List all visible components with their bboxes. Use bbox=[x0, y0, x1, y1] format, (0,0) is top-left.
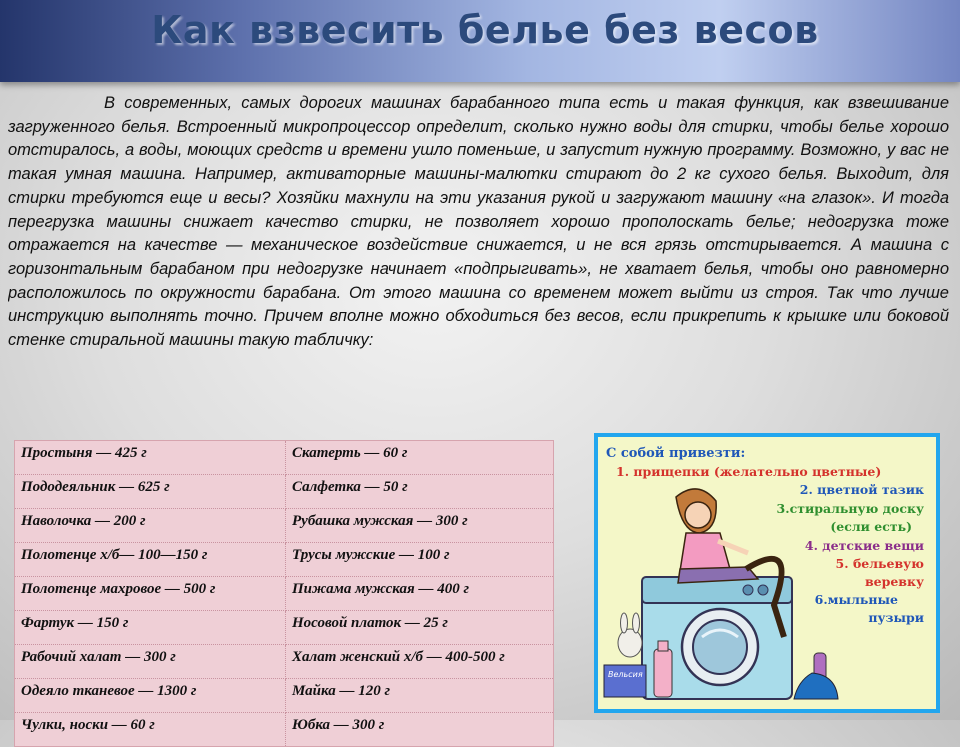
table-row bbox=[15, 543, 554, 577]
table-cell: Полотенце махровое — 500 г bbox=[15, 577, 286, 611]
checklist-item: пузыри bbox=[868, 610, 924, 625]
laundry-illustration bbox=[594, 433, 940, 713]
table-row bbox=[15, 611, 554, 645]
table-cell: Салфетка — 50 г bbox=[286, 475, 554, 509]
bunny-toy-drawing bbox=[618, 613, 642, 657]
table-cell: Скатерть — 60 г bbox=[286, 441, 554, 475]
table-cell: Простыня — 425 г bbox=[15, 441, 286, 475]
table-cell: Халат женский х/б — 400-500 г bbox=[286, 645, 554, 679]
table-cell: Юбка — 300 г bbox=[286, 713, 554, 747]
table-cell: Майка — 120 г bbox=[286, 679, 554, 713]
checklist-item: веревку bbox=[864, 574, 924, 589]
table-row bbox=[15, 441, 554, 475]
table-row bbox=[15, 577, 554, 611]
table-row bbox=[15, 475, 554, 509]
checklist-item: 6.мыльные bbox=[814, 592, 898, 607]
detergent-box-label: Вельсия bbox=[608, 670, 643, 679]
laundry-illustration-svg bbox=[598, 437, 936, 709]
table-cell: Носовой платок — 25 г bbox=[286, 611, 554, 645]
detergent-box-drawing bbox=[604, 665, 646, 697]
checklist-item: 2. цветной тазик bbox=[799, 482, 924, 497]
table-cell: Рубашка мужская — 300 г bbox=[286, 509, 554, 543]
checklist-heading: С собой привезти: bbox=[606, 446, 746, 461]
table-row bbox=[15, 713, 554, 747]
table-row bbox=[15, 645, 554, 679]
table-row bbox=[15, 509, 554, 543]
table-cell: Наволочка — 200 г bbox=[15, 509, 286, 543]
title-banner bbox=[0, 0, 960, 82]
table-cell: Пододеяльник — 625 г bbox=[15, 475, 286, 509]
body-paragraph: В современных, самых дорогих машинах барабанного типа есть и такая функция, как взвешивание загруженного белья. Встроенный микропроцессор определит, сколько нужно воды для стирки, чтобы белье хорошо отстиралось, а воды, моющих средств и времени ушло поменьше, и запустит нужную программу. Возможно, у вас не такая умная машина. Например, активаторные машины-малютки стирают до 2 кг сухого белья. Выходит, для стирки требуются еще и весы? Хозяйки махнули на эти указания рукой и загружают машину «на глазок». И тогда перегрузка машины снижает качество стирки, не позволяет хорошо прополоскать белье; недогрузка тоже отражается на качестве — механическое воздействие снижается, и не вся грязь отстирывается. А машина с горизонтальным барабаном при недогрузке начинает «подпрыгивать», не хватает белья, чтобы оно равномерно расположилось по окружности барабана. От этого машина со временем может выйти из строя. Так что лучше инструкцию выполнять точно. Причем вполне можно обходиться без весов, если прикрепить к крышке или боковой стенке стиральной машины такую табличку: bbox=[8, 94, 949, 350]
iron-drawing bbox=[794, 673, 838, 699]
table-cell: Одеяло тканевое — 1300 г bbox=[15, 679, 286, 713]
checklist-item: 1. прищепки (желательно цветные) bbox=[616, 464, 882, 479]
checklist-item: 5. бельевую bbox=[835, 556, 924, 571]
table-cell: Чулки, носки — 60 г bbox=[15, 713, 286, 747]
weights-table bbox=[14, 440, 554, 747]
table-cell: Фартук — 150 г bbox=[15, 611, 286, 645]
checklist-item: 3.стиральную доску bbox=[776, 501, 924, 516]
table-cell: Полотенце х/б— 100—150 г bbox=[15, 543, 286, 577]
table-cell: Трусы мужские — 100 г bbox=[286, 543, 554, 577]
table-cell: Рабочий халат — 300 г bbox=[15, 645, 286, 679]
slide-title: Как взвесить белье без весов bbox=[151, 8, 819, 52]
table-cell: Пижама мужская — 400 г bbox=[286, 577, 554, 611]
table-row bbox=[15, 679, 554, 713]
checklist-item: (если есть) bbox=[830, 519, 912, 534]
checklist-item: 4. детские вещи bbox=[804, 538, 924, 553]
